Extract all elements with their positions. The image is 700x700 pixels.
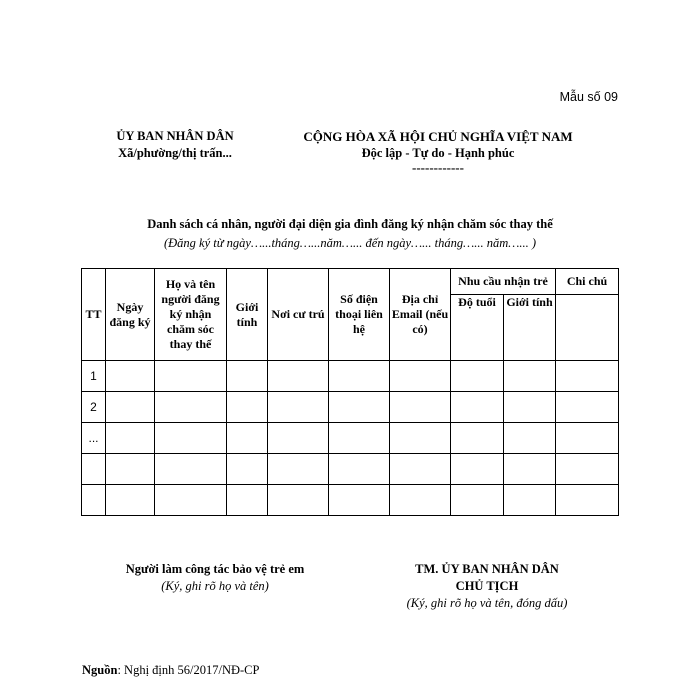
header-child-needs: Nhu cầu nhận trẻ	[451, 269, 556, 295]
row-number: 1	[82, 361, 106, 392]
table-cell	[556, 485, 619, 516]
document-title: Danh sách cá nhân, người đại diện gia đình đăng ký nhận chăm sóc thay thế	[147, 217, 553, 231]
table-cell	[227, 392, 268, 423]
table-cell	[390, 423, 451, 454]
header-email: Địa chỉ Email (nếu có)	[390, 269, 451, 361]
table-cell	[106, 392, 155, 423]
registration-table	[81, 268, 619, 516]
table-cell	[390, 361, 451, 392]
header-tt: TT	[82, 269, 106, 361]
row-number: 2	[82, 392, 106, 423]
source-label: Nguồn	[82, 663, 118, 677]
table-row	[82, 485, 619, 516]
table-cell	[329, 485, 390, 516]
header-notes: Chi chú	[556, 269, 619, 295]
committee-representative-title: TM. ỦY BAN NHÂN DÂN	[415, 562, 559, 576]
header-registration-date: Ngày đăng ký	[106, 269, 155, 361]
table-cell	[504, 423, 556, 454]
table-cell	[227, 454, 268, 485]
table-cell	[390, 392, 451, 423]
table-cell	[155, 392, 227, 423]
table-cell	[451, 485, 504, 516]
table-cell	[329, 392, 390, 423]
table-cell	[268, 423, 329, 454]
table-row	[82, 423, 619, 454]
table-cell	[155, 361, 227, 392]
table-row	[82, 392, 619, 423]
table-cell	[106, 485, 155, 516]
table-cell	[106, 423, 155, 454]
table-cell	[556, 423, 619, 454]
motto: Độc lập - Tự do - Hạnh phúc	[361, 146, 515, 160]
header-registrant-name: Họ và tên người đăng ký nhận chăm sóc thay thế	[155, 269, 227, 361]
source-text: : Nghị định 56/2017/NĐ-CP	[117, 663, 260, 677]
table-cell	[268, 485, 329, 516]
table-cell	[556, 454, 619, 485]
table-cell	[451, 361, 504, 392]
table-cell	[268, 392, 329, 423]
motto-separator: ------------	[412, 160, 464, 175]
table-cell	[227, 485, 268, 516]
table-cell	[268, 361, 329, 392]
signature-note-left: (Ký, ghi rõ họ và tên)	[161, 579, 269, 593]
table-cell	[390, 454, 451, 485]
row-number	[82, 454, 106, 485]
table-cell	[390, 485, 451, 516]
table-cell	[329, 361, 390, 392]
table-cell	[504, 392, 556, 423]
table-cell	[106, 454, 155, 485]
table-cell	[155, 423, 227, 454]
table-cell	[504, 361, 556, 392]
signature-block-right	[372, 561, 602, 612]
row-number: ...	[82, 423, 106, 454]
header-age-range: Độ tuổi	[451, 295, 504, 361]
header-child-gender: Giới tính	[504, 295, 556, 361]
row-number	[82, 485, 106, 516]
table-cell	[155, 454, 227, 485]
child-protection-officer-title: Người làm công tác bảo vệ trẻ em	[125, 562, 305, 576]
header-phone: Số điện thoại liên hệ	[329, 269, 390, 361]
table-cell	[268, 454, 329, 485]
table-cell	[106, 361, 155, 392]
table-cell	[227, 423, 268, 454]
table-cell	[556, 392, 619, 423]
table-cell	[556, 361, 619, 392]
table-cell	[451, 454, 504, 485]
chairman-title: CHỦ TỊCH	[455, 579, 519, 593]
source-line	[82, 663, 259, 678]
table-cell	[329, 423, 390, 454]
header-notes-blank	[556, 295, 619, 361]
table-row	[82, 361, 619, 392]
table-cell	[329, 454, 390, 485]
table-cell	[451, 423, 504, 454]
signature-note-right: (Ký, ghi rõ họ và tên, đóng dấu)	[406, 596, 568, 610]
signature-block-left	[100, 561, 330, 595]
form-number: Mẫu số 09	[559, 90, 618, 104]
right-header	[278, 128, 598, 174]
table-cell	[227, 361, 268, 392]
table-cell	[504, 485, 556, 516]
table-cell	[451, 392, 504, 423]
header-residence: Nơi cư trú	[268, 269, 329, 361]
committee-name: ỦY BAN NHÂN DÂN	[116, 129, 234, 143]
left-header	[90, 128, 260, 162]
header-gender: Giới tính	[227, 269, 268, 361]
document-subtitle: (Đăng ký từ ngày…...tháng…...năm…... đến ngày…... tháng…... năm…... )	[163, 236, 537, 250]
country-name: CỘNG HÒA XÃ HỘI CHỦ NGHĨA VIỆT NAM	[303, 129, 573, 144]
table-cell	[504, 454, 556, 485]
table-cell	[155, 485, 227, 516]
table-row	[82, 454, 619, 485]
commune-line: Xã/phường/thị trấn...	[118, 146, 232, 160]
